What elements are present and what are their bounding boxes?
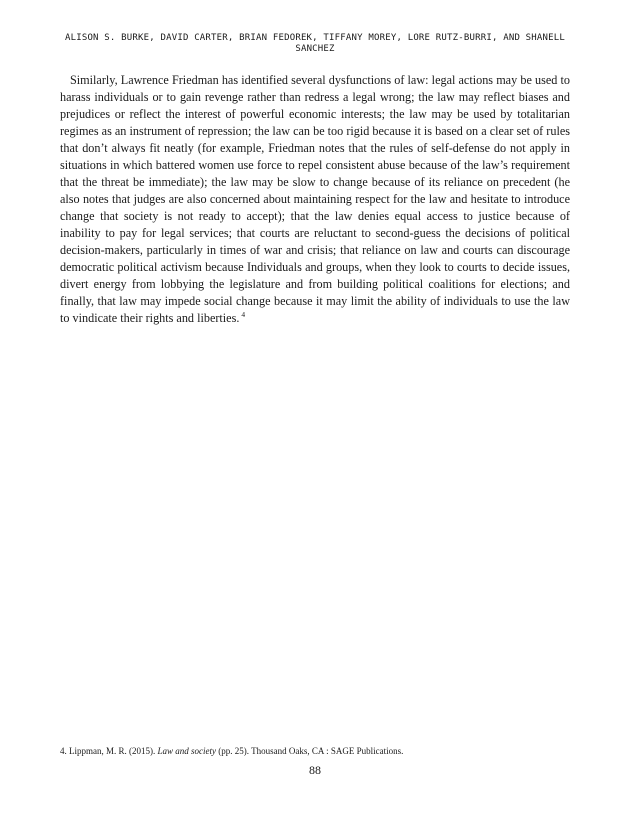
body-paragraph — [60, 72, 570, 327]
footnote-reference[interactable]: 4 — [241, 309, 246, 319]
body-text — [60, 72, 570, 327]
footnote — [60, 745, 570, 757]
footnote-prefix: 4. Lippman, M. R. (2015). — [60, 746, 158, 756]
running-header-line-2: SANCHEZ — [295, 44, 335, 54]
page-number: 88 — [309, 763, 321, 777]
running-header — [60, 33, 570, 55]
footnote-title: Law and society — [157, 746, 216, 756]
running-header-line-1: ALISON S. BURKE, DAVID CARTER, BRIAN FEDOREK, TIFFANY MOREY, LORE RUTZ-BURRI, AND SHANELL — [64, 33, 566, 43]
footnote-suffix: (pp. 25). Thousand Oaks, CA : SAGE Publications. — [216, 746, 404, 756]
body-paragraph-text: Similarly, Lawrence Friedman has identified several dysfunctions of law: legal actions may be used to harass individuals or to gain revenge rather than redress a legal wrong; the law may reflect biases and prejudices or reflect the interest of powerful economic interests; the law may be used by totalitarian regimes as an instrument of repression; the law can be too rigid because it is based on a clear set of rules that don’t always fit neatly (for example, Friedman notes that the rules of self-defense do not apply in situations in which battered women use force to repel consistent abuse because of the law’s requirement that the threat be immediate); the law may be slow to change because of its reliance on precedent (he also notes that judges are also concerned about maintaining respect for the law and hesitate to introduce change that society is not ready to accept); that the law denies equal access to justice because of inability to pay for legal services; that courts are reluctant to second-guess the decisions of political decision-makers, particularly in times of war and crisis; that reliance on law and courts can discourage democratic political activism because Individuals and groups, when they look to courts to decide issues, divert energy from lobbying the legislature and from building political coalitions for elections; and finally, that law may impede social change because it may limit the ability of individuals to use the law to vindicate their rights and liberties. — [60, 73, 570, 325]
